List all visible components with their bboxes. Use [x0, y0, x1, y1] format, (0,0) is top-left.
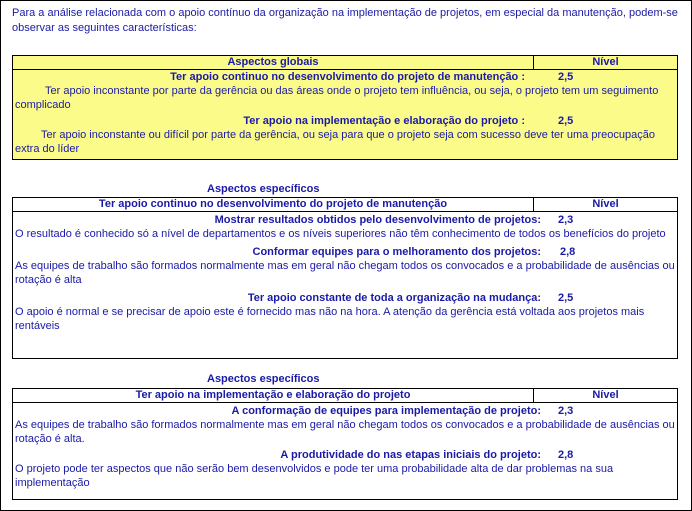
global-item-2-desc: Ter apoio inconstante ou difícil por parte da gerência, ou seja para que o projeto seja com sucesso deve ter uma preocupação extra do líder [15, 129, 655, 155]
specific1-header-label: Ter apoio continuo no desenvolvimento do projeto de manutenção [98, 198, 448, 210]
specific1-item-3-value: 2,5 [558, 292, 574, 304]
specific2-item-1-title-row [13, 404, 677, 418]
specific2-box [12, 388, 678, 500]
specific1-item-2-title: Conformar equipes para o melhoramento dos projetos: [252, 246, 541, 258]
specific1-item-1-title: Mostrar resultados obtidos pelo desenvolvimento de projetos: [214, 214, 541, 226]
specific2-item-1-title: A conformação de equipes para implementação de projeto: [231, 405, 541, 417]
global-item-2-value: 2,5 [558, 115, 574, 127]
specific1-item-2-desc: As equipes de trabalho são formados normalmente mas em geral não chegam todos os convocados e a probabilidade de ausências ou rotação é alta [15, 260, 675, 286]
specific1-section-title: Aspectos específicos [207, 183, 320, 195]
global-item-2-title-row [13, 114, 677, 128]
specific2-section-title: Aspectos específicos [207, 373, 320, 385]
specific1-item-3-title: Ter apoio constante de toda a organização na mudança: [247, 292, 541, 304]
global-item-2-title: Ter apoio na implementação e elaboração do projeto : [243, 115, 525, 127]
global-aspects-box [12, 55, 678, 160]
specific1-item-3-title-row [13, 291, 677, 305]
global-item-1-title: Ter apoio continuo no desenvolvimento do projeto de manutenção : [170, 71, 525, 83]
global-item-1-value: 2,5 [558, 71, 574, 83]
specific2-header [13, 389, 677, 403]
specific1-item-3-desc: O apoio é normal e se precisar de apoio este é fornecido mas não na hora. A atenção da gerência está voltada aos projetos mais rentáveis [15, 306, 645, 332]
specific2-header-label: Ter apoio na implementação e elaboração do projeto [135, 389, 411, 401]
global-item-1-desc: Ter apoio inconstante por parte da gerência ou das áreas onde o projeto tem influência, ou seja, o projeto tem um seguimento complicado [15, 85, 659, 111]
specific2-item-2-desc: O projeto pode ter aspectos que não serão bem desenvolvidos e pode ter uma probabilidade alta de dar problemas na sua implementação [15, 463, 614, 489]
specific1-item-1-desc: O resultado é conhecido só a nível de departamentos e os níveis superiores não têm conhecimento de todos os benefícios do projeto [15, 228, 666, 240]
specific1-box [12, 197, 678, 359]
specific1-header-level: Nível [533, 198, 677, 211]
specific1-item-1-value: 2,3 [558, 214, 574, 226]
specific1-item-1-title-row [13, 213, 677, 227]
global-item-1-title-row [13, 70, 677, 84]
specific1-item-2-title-row [13, 245, 677, 259]
global-header-level: Nível [533, 56, 677, 69]
specific2-item-1-value: 2,3 [558, 405, 574, 417]
specific2-item-1-desc: As equipes de trabalho são formados normalmente mas em geral não chegam todos os convocados e a probabilidade de ausências ou rotação é alta. [15, 419, 675, 445]
specific1-item-2-value: 2,8 [560, 246, 576, 258]
specific2-item-2-title: A produtividade do nas etapas iniciais do projeto: [280, 449, 541, 461]
specific1-header [13, 198, 677, 212]
specific2-item-2-value: 2,8 [558, 449, 574, 461]
specific2-header-level: Nível [533, 389, 677, 402]
global-header-label: Aspectos globais [227, 56, 319, 68]
specific2-item-2-title-row [13, 448, 677, 462]
intro-paragraph: Para a análise relacionada com o apoio contínuo da organização na implementação de projetos, em especial da manutenção, podem-se observar as seguintes características: [12, 7, 678, 34]
global-header [13, 56, 677, 70]
